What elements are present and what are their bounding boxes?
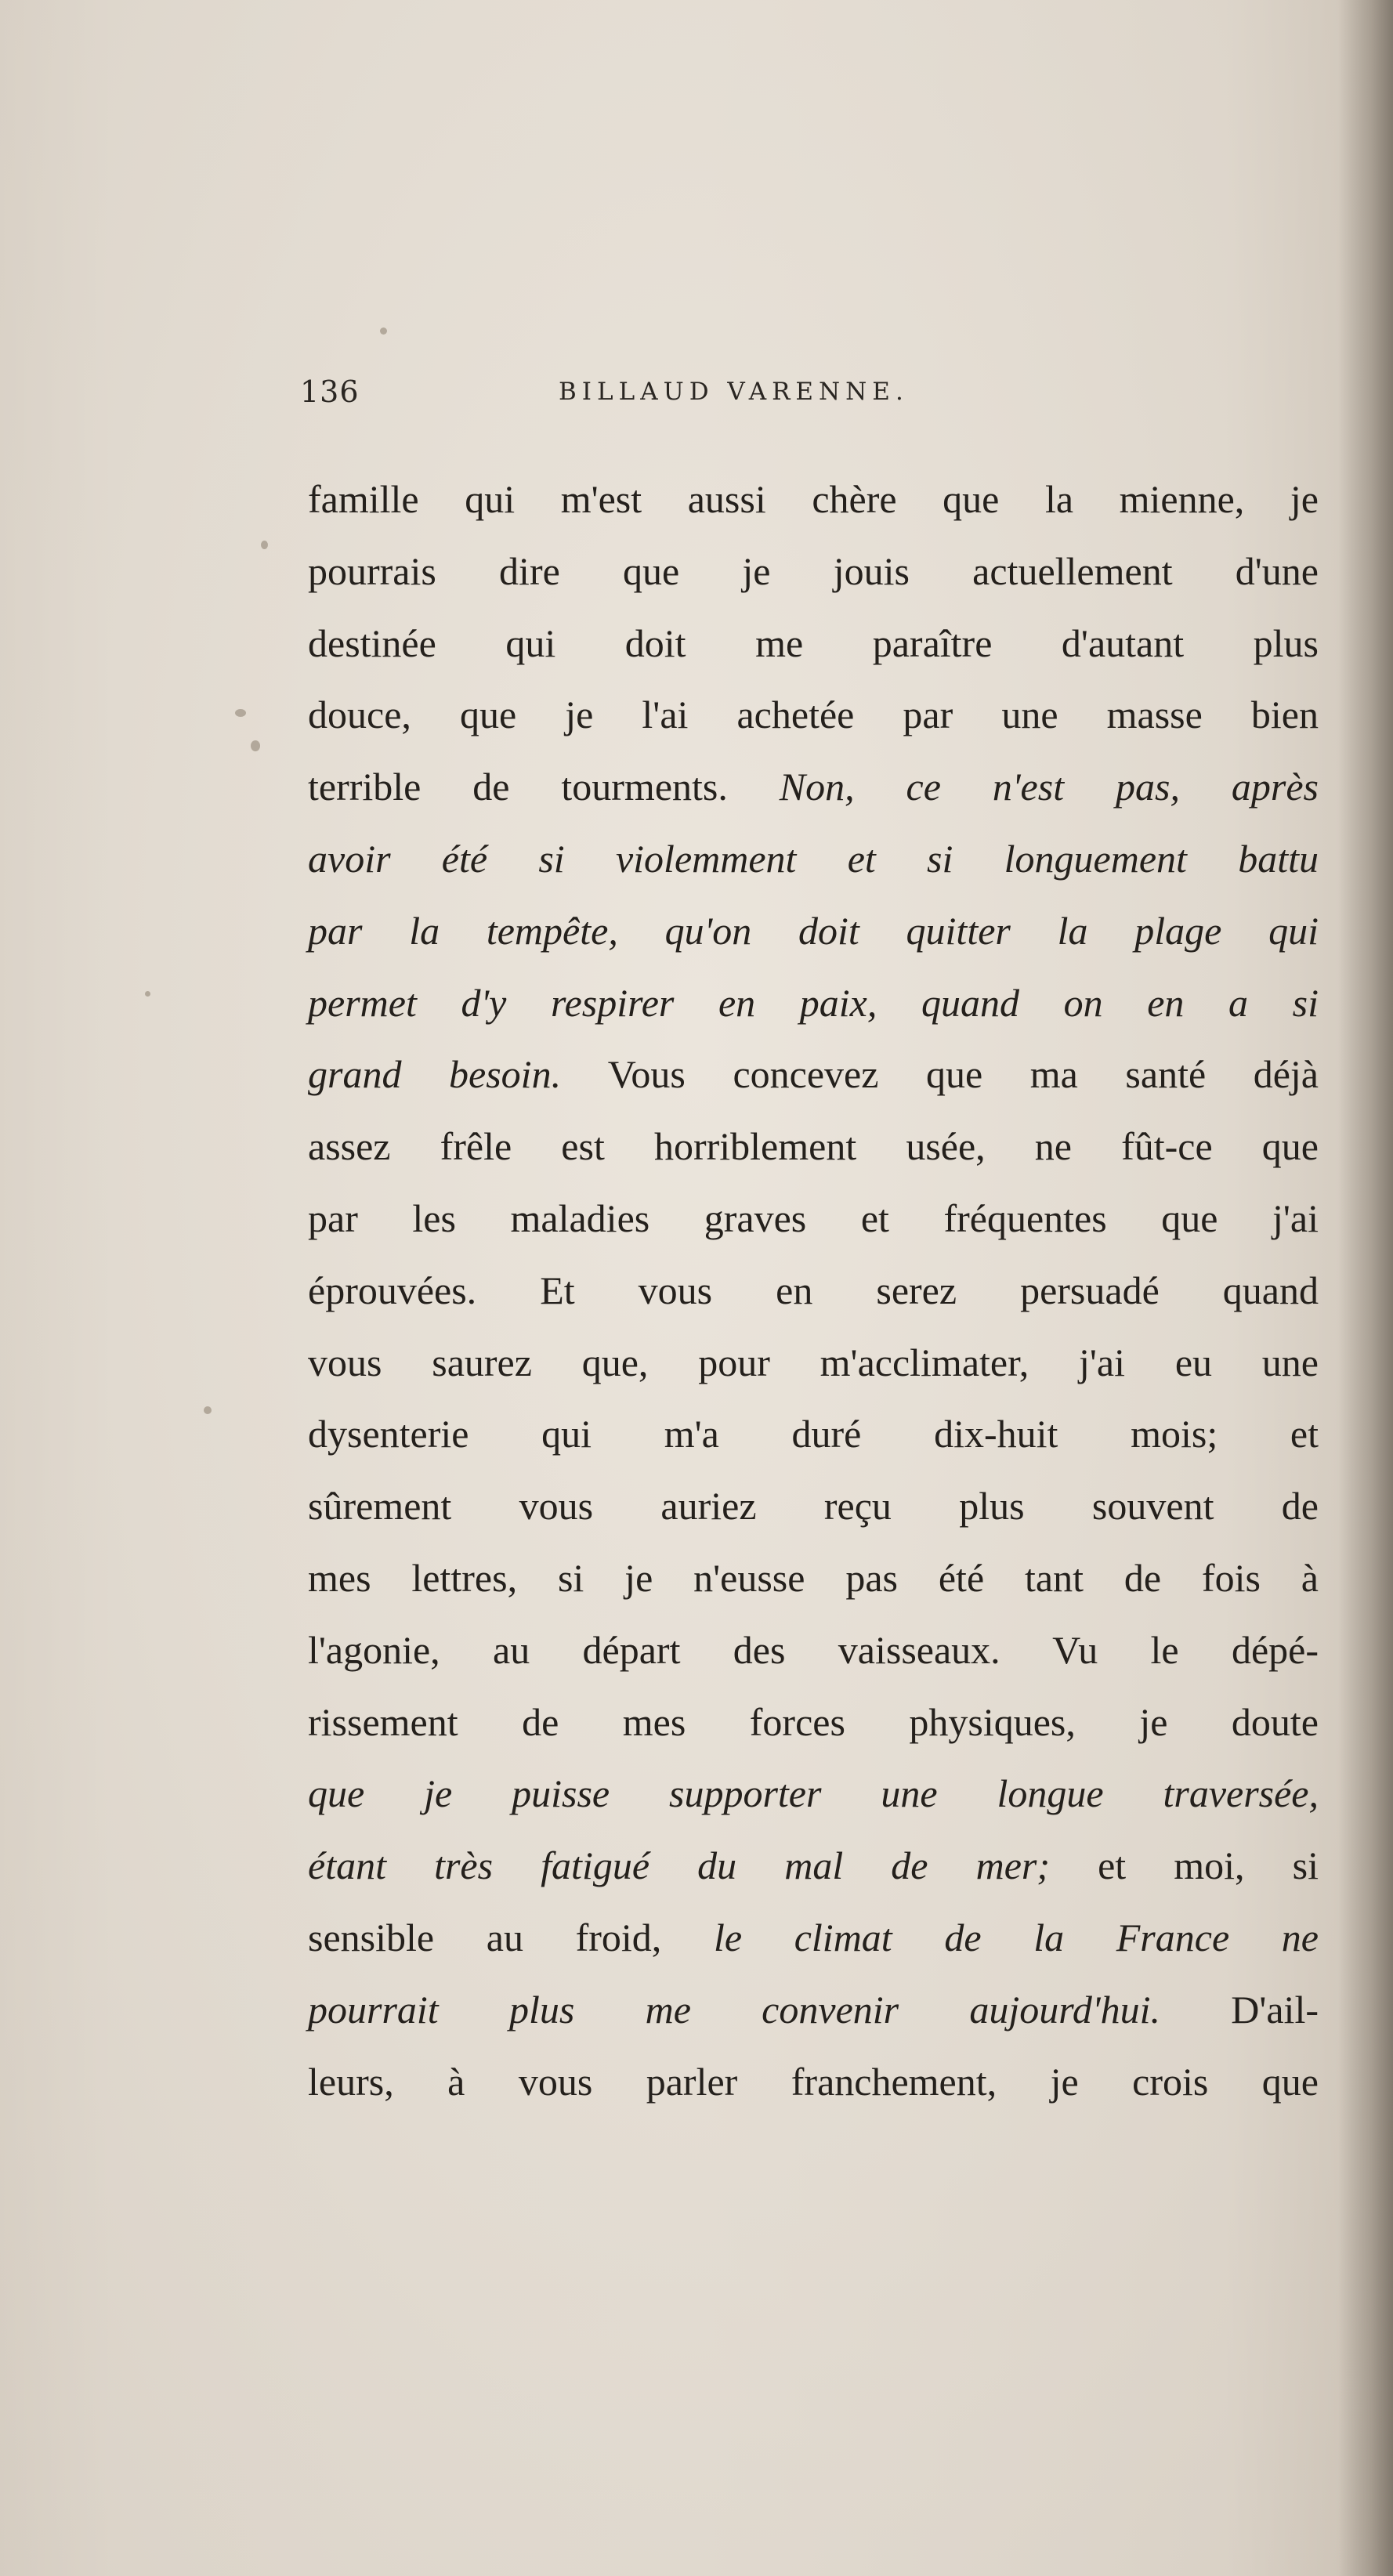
text-segment: mes lettres, si je n'eusse pas été tant de fois à [308, 1555, 1319, 1600]
text-segment: éprouvées. Et vous en serez persuadé quand [308, 1268, 1319, 1312]
text-segment: l'agonie, au départ des vaisseaux. Vu le dépé- [308, 1627, 1319, 1672]
text-line [308, 1398, 1319, 1471]
text-segment: famille qui m'est aussi chère que la mienne, je [308, 477, 1319, 521]
text-segment: dysenterie qui m'a duré dix-huit mois; et [308, 1412, 1319, 1456]
text-segment: terrible de tourments. [308, 765, 780, 809]
text-segment: par les maladies graves et fréquentes que j'ai [308, 1196, 1319, 1240]
italic-text-segment: que je puisse supporter une longue traversée, [308, 1771, 1319, 1816]
italic-text-segment: permet d'y respirer en paix, quand on en a si [308, 980, 1319, 1025]
text-segment: leurs, à vous parler franchement, je crois que [308, 2059, 1319, 2104]
text-line [308, 1471, 1319, 1543]
text-line [308, 1758, 1319, 1830]
italic-text-segment: grand besoin. [308, 1052, 562, 1097]
text-segment: rissement de mes forces physiques, je doute [308, 1699, 1319, 1744]
text-segment: D'ail- [1160, 1987, 1319, 2031]
paper-speck [145, 991, 150, 997]
running-head: BILLAUD VARENNE. [559, 378, 909, 406]
text-segment: douce, que je l'ai achetée par une masse bien [308, 693, 1319, 737]
text-segment: destinée qui doit me paraître d'autant plus [308, 620, 1319, 665]
text-line [308, 1902, 1319, 1974]
paper-speck [251, 740, 260, 751]
text-line [308, 2046, 1319, 2118]
text-line [308, 1615, 1319, 1687]
text-segment: vous saurez que, pour m'acclimater, j'ai eu une [308, 1340, 1319, 1384]
text-line [308, 968, 1319, 1040]
italic-text-segment: Non, ce n'est pas, après [779, 765, 1319, 809]
text-line [308, 1327, 1319, 1399]
paper-speck [380, 327, 387, 335]
text-line [308, 895, 1319, 968]
text-line [308, 751, 1319, 823]
text-line [308, 536, 1319, 608]
text-line [308, 1111, 1319, 1183]
text-line [308, 823, 1319, 895]
text-segment: et moi, si [1050, 1843, 1319, 1888]
paper-speck [235, 709, 246, 717]
italic-text-segment: le climat de la France ne [713, 1915, 1319, 1959]
page-header [300, 374, 1342, 421]
page-edge-shadow [1338, 0, 1393, 2576]
text-line [308, 1830, 1319, 1902]
text-line [308, 1039, 1319, 1111]
text-line [308, 679, 1319, 751]
text-line [308, 464, 1319, 536]
text-line [308, 1687, 1319, 1759]
text-segment: sensible au froid, [308, 1915, 714, 1959]
text-segment: pourrais dire que je jouis actuellement d'une [308, 548, 1319, 593]
text-line [308, 1543, 1319, 1615]
italic-text-segment: étant très fatigué du mal de mer; [308, 1843, 1050, 1888]
paper-speck [204, 1406, 212, 1414]
italic-text-segment: pourrait plus me convenir aujourd'hui. [308, 1987, 1160, 2031]
text-segment: Vous concevez que ma santé déjà [561, 1052, 1319, 1097]
text-line [308, 1183, 1319, 1255]
text-segment: sûrement vous auriez reçu plus souvent de [308, 1484, 1319, 1529]
text-line [308, 608, 1319, 680]
italic-text-segment: avoir été si violemment et si longuement battu [308, 836, 1319, 881]
page-number: 136 [300, 374, 360, 409]
text-segment: assez frêle est horriblement usée, ne fût-ce que [308, 1124, 1319, 1169]
paper-speck [261, 541, 268, 549]
body-text [308, 464, 1319, 2118]
text-line [308, 1974, 1319, 2046]
italic-text-segment: par la tempête, qu'on doit quitter la plage qui [308, 908, 1319, 953]
text-line [308, 1255, 1319, 1327]
